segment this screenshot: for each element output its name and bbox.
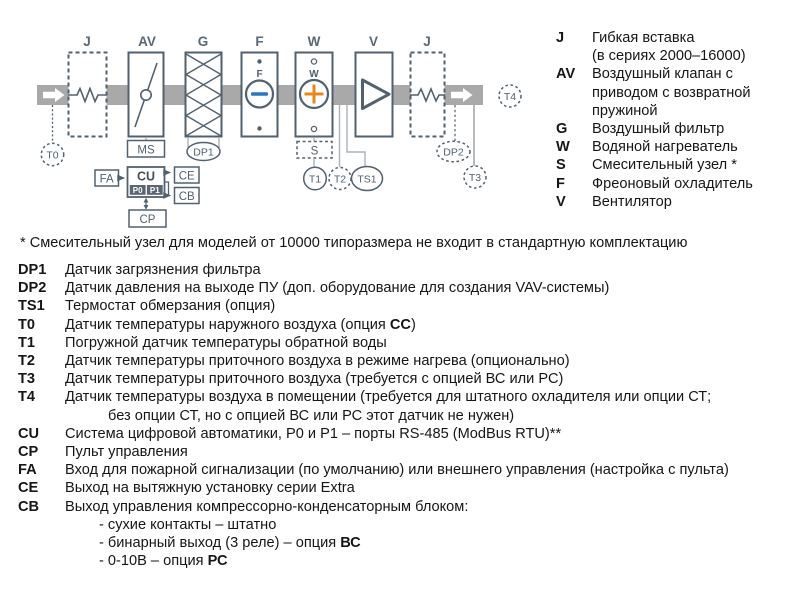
label-g: G [197,34,209,49]
list-row [18,316,729,334]
heater-letter: W [309,69,319,80]
designation-list [18,261,729,570]
sensor-dp1-label: DP1 [193,146,214,159]
fa-label: FA [99,173,114,186]
label-j2: J [423,34,431,49]
legend-code: AV [556,66,576,83]
list-code: TS1 [18,298,45,315]
legend-row [556,138,753,156]
cu-label: CU [136,169,156,184]
sensor-t3-label: T3 [468,172,482,184]
fan [356,53,393,137]
legend-row [556,156,753,174]
list-row-continuation [18,407,729,425]
legend-text: Водяной нагреватель [592,139,738,156]
legend-row [556,47,753,65]
control-unit-cu [128,167,165,197]
legend-text: Воздушный клапан с [592,66,733,83]
sensor-dp2-label: DP2 [443,146,464,159]
legend-text: Гибкая вставка [592,30,695,46]
legend-text: приводом с возвратной [592,84,751,101]
list-bold: ВС [340,535,361,552]
fire-alarm-input-fa [95,170,124,186]
list-code: CE [18,480,39,497]
list-text: Погружной датчик температуры обратной воды [65,334,387,351]
cp-label: CP [139,214,156,226]
legend-text: Вентилятор [592,193,672,210]
sensor-t1-label: T1 [308,173,322,186]
list-code: T0 [18,316,36,333]
list-row [18,279,729,297]
legend-code: F [556,175,565,192]
list-code: T4 [18,389,36,406]
legend-text: Смесительный узел * [592,157,737,174]
label-f: F [255,34,264,49]
list-code: CP [18,444,39,461]
sensor-dp1 [187,137,220,161]
list-row [18,498,729,516]
mixing-unit-s [297,137,332,158]
list-code: DP2 [18,280,47,297]
legend-row [556,65,753,83]
sensor-t1 [304,158,327,190]
sensor-t4 [499,85,521,107]
air-filter [186,53,222,137]
list-text: ) [410,316,416,333]
list-row [18,370,729,388]
sensor-t2-label: T2 [333,173,347,186]
mixing-unit-footnote: * Смесительный узел для моделей от 10000 типоразмера не входит в стандартную комплектацию [20,235,688,251]
air-valve [129,53,164,137]
p1-label: P1 [149,185,160,195]
list-text: Пульт управления [65,444,188,461]
legend-row [556,84,753,102]
sensor-ts1-label: TS1 [357,173,377,186]
list-code: CU [18,425,40,442]
legend-text: пружиной [592,102,658,119]
legend-code: J [556,30,565,46]
legend-text: Воздушный фильтр [592,121,725,138]
ms-label: MS [137,144,155,157]
list-text: Термостат обмерзания (опция) [65,298,276,315]
flex-insert-right [410,53,445,137]
legend-text: (в сериях 2000–16000) [592,48,746,65]
damper-axis-icon [141,90,151,100]
list-text: Датчик температуры приточного воздуха (требуется с опцией ВС или РС) [65,371,564,388]
label-j1: J [83,34,91,49]
cooler-letter: F [256,69,263,80]
list-text: Датчик загрязнения фильтра [65,262,261,278]
label-v: V [368,34,379,49]
list-text: Датчик температуры наружного воздуха (опция [65,316,390,333]
label-av: AV [138,34,156,49]
list-subitem [18,516,729,534]
legend-row [556,120,753,138]
list-code: T3 [18,371,36,388]
legend-code: S [556,157,566,174]
list-row [18,479,729,497]
list-text: Система цифровой автоматики, Р0 и Р1 – порты RS-485 (ModBus RTU)** [65,425,562,442]
legend-row [556,102,753,120]
freon-cooler [242,53,278,137]
sensor-t0-label: T0 [46,149,59,162]
legend-code: W [556,139,570,156]
list-row [18,334,729,352]
list-row [18,425,729,443]
list-text: Вход для пожарной сигнализации (по умолчанию) или внешнего управления (настройка с пульта) [65,462,729,479]
legend-code: G [556,121,568,138]
list-row [18,352,729,370]
list-row [18,443,729,461]
condenser-output-cb [165,182,200,204]
s-label: S [310,145,319,158]
flex-insert-left [68,53,107,137]
list-row [18,388,729,406]
control-panel-cp [129,198,166,227]
water-heater [296,53,333,137]
list-text: Выход управления компрессорно-конденсаторным блоком: [65,498,469,515]
list-bold: СС [389,316,411,333]
list-row [18,461,729,479]
list-text: - сухие контакты – штатно [99,516,277,533]
list-text: Выход на вытяжную установку серии Extra [65,480,355,497]
list-code: T2 [18,353,36,370]
list-text: Датчик давления на выходе ПУ (доп. оборудование для создания VAV-системы) [65,280,610,297]
list-code: DP1 [18,262,47,278]
list-subitem [18,552,729,570]
list-text: Датчик температуры приточного воздуха в режиме нагрева (опционально) [65,353,570,370]
list-row [18,261,729,279]
legend-text: Фреоновый охладитель [592,175,753,192]
ce-label: CE [178,170,195,183]
list-text: без опции СТ, но с опцией ВС или РС этот датчик не нужен) [108,407,515,424]
legend-code: V [556,193,566,210]
list-bold: РС [207,553,228,570]
sensor-t0 [41,105,63,166]
ahu-diagram [0,0,545,235]
sensor-t4-label: T4 [503,91,517,103]
legend-row [556,29,753,47]
list-code: FA [18,462,37,479]
list-subitem [18,534,729,552]
list-text: Датчик температуры воздуха в помещении (требуется для штатного охладителя или опции СТ; [65,389,712,406]
p0-label: P0 [132,185,143,195]
exhaust-output-ce [165,167,200,183]
legend-row [556,175,753,193]
label-w: W [307,34,321,49]
cb-label: CB [178,190,195,203]
list-text: - бинарный выход (3 реле) – опция [99,535,341,552]
cooling-minus-icon [251,92,268,96]
legend-row [556,193,753,211]
list-row [18,297,729,315]
valve-actuator-ms [128,137,165,157]
list-code: CB [18,498,40,515]
component-legend [556,29,753,211]
list-text: - 0-10В – опция [99,553,208,570]
list-code: T1 [18,334,36,351]
